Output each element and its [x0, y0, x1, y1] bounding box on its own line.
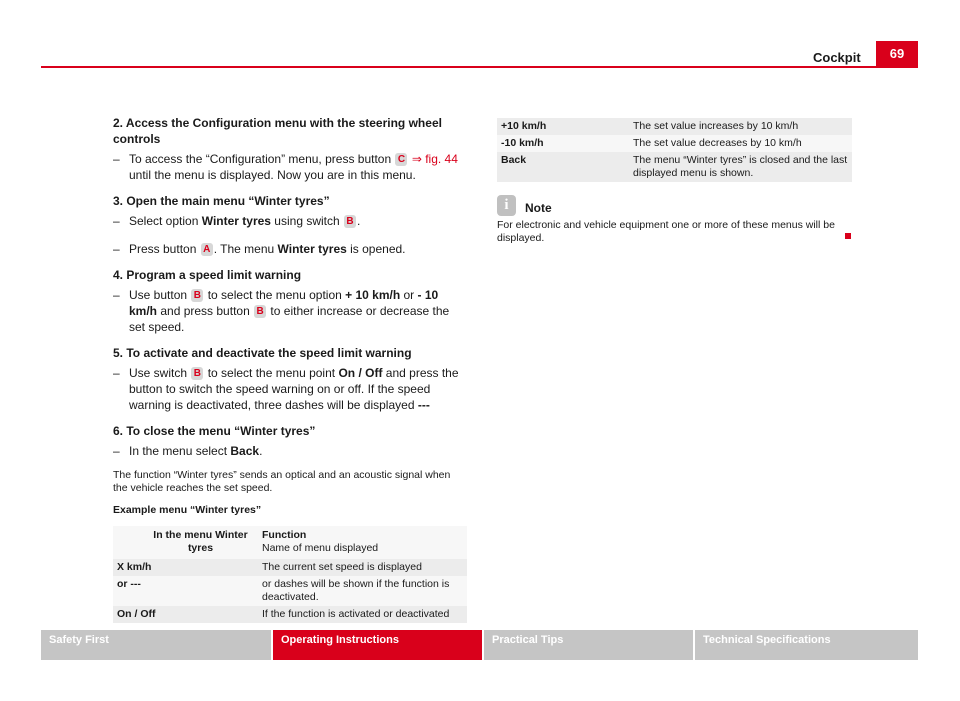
button-b-badge: B	[191, 289, 203, 302]
winter-tyres-table	[113, 526, 467, 623]
button-b-badge-2: B	[254, 305, 266, 318]
switch-b-badge-2: B	[191, 367, 203, 380]
table-row: or --- or dashes will be shown if the function is deactivated.	[113, 576, 467, 606]
footer-tab-safety-first[interactable]: Safety First	[41, 630, 271, 660]
footer-tab-technical-specifications[interactable]: Technical Specifications	[695, 630, 918, 660]
step-2-heading: 2. Access the Configuration menu with the steering wheel controls	[113, 116, 442, 146]
header-rule	[41, 66, 918, 68]
table-header-col1: In the menu Winter tyres	[113, 526, 258, 559]
footer-tab-practical-tips[interactable]: Practical Tips	[484, 630, 693, 660]
button-c-badge: C	[395, 153, 407, 166]
step-3-item-1: – Select option Winter tyres using switch B .	[113, 214, 361, 228]
button-a-badge: A	[201, 243, 213, 256]
right-column	[497, 118, 852, 182]
step-5-item: – Use switch B to select the menu point On / Off and press the button to switch the speed warning on or off. If the speed warning is deactivated, three dashes will be displayed ---	[113, 366, 459, 412]
step-4-item: – Use button B to select the menu option + 10 km/h or - 10 km/h and press button B to either increase or decrease the set speed.	[113, 288, 450, 334]
note-title: Note	[525, 201, 552, 215]
table-row: Back The menu “Winter tyres” is closed and the last displayed menu is shown.	[497, 152, 852, 182]
step-3-item-2: – Press button A . The menu Winter tyres is opened.	[113, 242, 406, 256]
table-header-col2: Function Name of menu displayed	[258, 526, 467, 559]
footer-tab-operating-instructions[interactable]: Operating Instructions	[273, 630, 482, 660]
function-description: The function “Winter tyres” sends an optical and an acoustic signal when the vehicle reaches the set speed.	[113, 469, 451, 494]
page-number: 69	[876, 41, 918, 66]
info-icon: i	[497, 195, 516, 216]
table-header-row	[113, 526, 467, 559]
table-row: +10 km/h The set value increases by 10 km/h	[497, 118, 852, 135]
step-6-heading: 6. To close the menu “Winter tyres”	[113, 424, 316, 438]
switch-b-badge: B	[344, 215, 356, 228]
left-column	[113, 115, 467, 623]
step-6-item: – In the menu select Back.	[113, 444, 263, 458]
step-2-item: – To access the “Configuration” menu, press button C ⇒ fig. 44 until the menu is displayed. Now you are in this menu.	[113, 152, 458, 182]
note-text: For electronic and vehicle equipment one or more of these menus will be displayed.	[497, 219, 835, 244]
section-title: Cockpit	[813, 50, 861, 65]
example-menu-title: Example menu “Winter tyres”	[113, 504, 262, 516]
step-5-heading: 5. To activate and deactivate the speed limit warning	[113, 346, 412, 360]
section-end-marker	[845, 233, 851, 239]
speed-options-table	[497, 118, 852, 182]
table-row: On / Off If the function is activated or deactivated	[113, 606, 467, 623]
table-row: X km/h The current set speed is displayed	[113, 559, 467, 576]
table-row: -10 km/h The set value decreases by 10 km/h	[497, 135, 852, 152]
step-4-heading: 4. Program a speed limit warning	[113, 268, 302, 282]
step-3-heading: 3. Open the main menu “Winter tyres”	[113, 194, 330, 208]
figure-reference-link[interactable]: ⇒ fig. 44	[411, 152, 458, 166]
